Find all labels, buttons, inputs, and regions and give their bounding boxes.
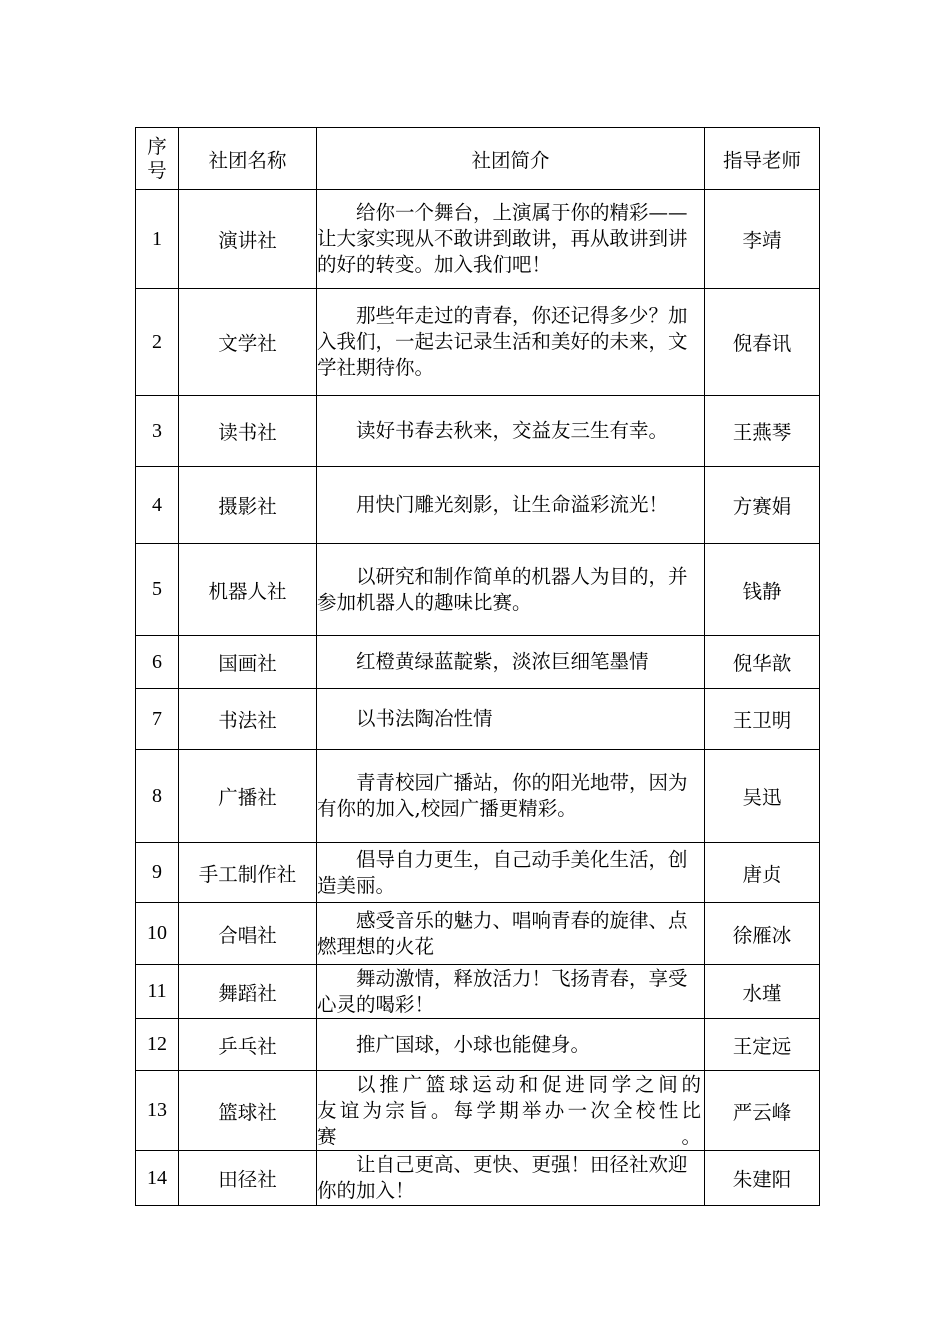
- club-teacher: 朱建阳: [705, 1151, 820, 1206]
- club-name: 摄影社: [179, 467, 317, 544]
- club-teacher: 吴迅: [705, 750, 820, 843]
- header-no: 序 号: [136, 128, 179, 190]
- club-name: 国画社: [179, 636, 317, 689]
- club-name: 书法社: [179, 689, 317, 750]
- table-row: [136, 750, 820, 843]
- club-teacher: 方赛娟: [705, 467, 820, 544]
- table-row: [136, 965, 820, 1019]
- table-row: [136, 467, 820, 544]
- table-row: [136, 1071, 820, 1151]
- header-desc: 社团简介: [317, 128, 705, 190]
- table-row: [136, 636, 820, 689]
- club-name: 田径社: [179, 1151, 317, 1206]
- club-teacher: 王卫明: [705, 689, 820, 750]
- row-no: 6: [136, 636, 179, 689]
- row-no: 8: [136, 750, 179, 843]
- club-teacher: 王定远: [705, 1019, 820, 1071]
- club-name: 文学社: [179, 289, 317, 396]
- table-row: [136, 689, 820, 750]
- club-desc: 倡导自力更生，自己动手美化生活，创造美丽。: [317, 843, 705, 903]
- table-row: [136, 289, 820, 396]
- club-teacher: 钱静: [705, 544, 820, 636]
- club-name: 手工制作社: [179, 843, 317, 903]
- club-teacher: 李靖: [705, 190, 820, 289]
- club-name: 合唱社: [179, 903, 317, 965]
- club-table: [135, 127, 820, 1206]
- club-name: 乒乓社: [179, 1019, 317, 1071]
- row-no: 4: [136, 467, 179, 544]
- club-teacher: 唐贞: [705, 843, 820, 903]
- club-desc: 推广国球，小球也能健身。: [317, 1019, 705, 1071]
- club-desc: 以研究和制作简单的机器人为目的，并参加机器人的趣味比赛。: [317, 544, 705, 636]
- club-desc: 以推广篮球运动和促进同学之间的友谊为宗旨。每学期举办一次全校性比赛。: [317, 1071, 705, 1151]
- club-teacher: 倪春讯: [705, 289, 820, 396]
- row-no: 11: [136, 965, 179, 1019]
- club-desc: 给你一个舞台，上演属于你的精彩——让大家实现从不敢讲到敢讲，再从敢讲到讲的好的转变。加入我们吧！: [317, 190, 705, 289]
- table-row: [136, 396, 820, 467]
- row-no: 1: [136, 190, 179, 289]
- club-desc: 以书法陶冶性情: [317, 689, 705, 750]
- club-name: 广播社: [179, 750, 317, 843]
- club-desc: 用快门雕光刻影，让生命溢彩流光！: [317, 467, 705, 544]
- row-no: 7: [136, 689, 179, 750]
- club-desc: 红橙黄绿蓝靛紫，淡浓巨细笔墨情: [317, 636, 705, 689]
- club-desc: 感受音乐的魅力、唱响青春的旋律、点燃理想的火花: [317, 903, 705, 965]
- club-desc: 让自己更高、更快、更强！田径社欢迎你的加入！: [317, 1151, 705, 1206]
- club-teacher: 严云峰: [705, 1071, 820, 1151]
- table-row: [136, 1019, 820, 1071]
- club-teacher: 水瑾: [705, 965, 820, 1019]
- club-desc: 青青校园广播站，你的阳光地带，因为有你的加入,校园广播更精彩。: [317, 750, 705, 843]
- header-teacher: 指导老师: [705, 128, 820, 190]
- table-row: [136, 544, 820, 636]
- row-no: 10: [136, 903, 179, 965]
- table-row: [136, 903, 820, 965]
- club-teacher: 徐雁冰: [705, 903, 820, 965]
- club-teacher: 倪华歆: [705, 636, 820, 689]
- club-desc: 读好书春去秋来，交益友三生有幸。: [317, 396, 705, 467]
- club-desc: 舞动激情，释放活力！飞扬青春，享受心灵的喝彩！: [317, 965, 705, 1019]
- row-no: 12: [136, 1019, 179, 1071]
- club-desc: 那些年走过的青春，你还记得多少？加入我们，一起去记录生活和美好的未来，文学社期待你。: [317, 289, 705, 396]
- club-name: 机器人社: [179, 544, 317, 636]
- club-name: 读书社: [179, 396, 317, 467]
- row-no: 14: [136, 1151, 179, 1206]
- club-name: 舞蹈社: [179, 965, 317, 1019]
- row-no: 9: [136, 843, 179, 903]
- row-no: 2: [136, 289, 179, 396]
- table-row: [136, 1151, 820, 1206]
- header-row: [136, 128, 820, 190]
- club-name: 篮球社: [179, 1071, 317, 1151]
- club-name: 演讲社: [179, 190, 317, 289]
- row-no: 3: [136, 396, 179, 467]
- table-row: [136, 843, 820, 903]
- row-no: 13: [136, 1071, 179, 1151]
- table-row: [136, 190, 820, 289]
- club-teacher: 王燕琴: [705, 396, 820, 467]
- header-name: 社团名称: [179, 128, 317, 190]
- row-no: 5: [136, 544, 179, 636]
